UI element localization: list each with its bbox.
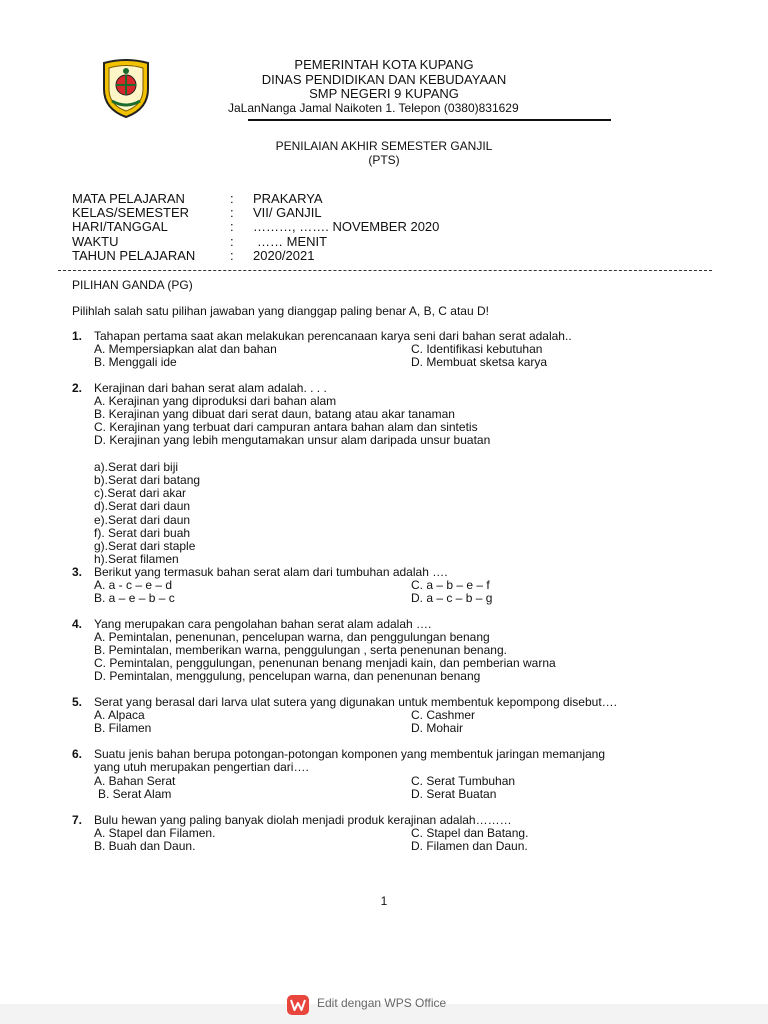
option-a: A. Bahan Serat: [94, 774, 176, 788]
question-text: Tahapan pertama saat akan melakukan perencanaan karya seni dari bahan serat adalah..: [94, 329, 572, 343]
option-b: B. Menggali ide: [94, 355, 177, 369]
option-b: B. Kerajinan yang dibuat dari serat daun, batang atau akar tanaman: [94, 407, 455, 421]
info-label: HARI/TANGGAL: [72, 219, 168, 234]
option-a: A. Pemintalan, penenunan, pencelupan warna, dan penggulungan benang: [94, 630, 490, 644]
question-number: 4.: [72, 617, 83, 631]
wps-logo-icon: [287, 995, 309, 1015]
list-item: e).Serat dari daun: [94, 513, 191, 527]
info-value: PRAKARYA: [253, 191, 323, 206]
option-d: D. Filamen dan Daun.: [411, 839, 528, 853]
header-school: SMP NEGERI 9 KUPANG: [309, 86, 459, 101]
option-c: C. a – b – e – f: [411, 578, 490, 592]
exam-subtitle: (PTS): [368, 153, 400, 167]
option-a: A. Mempersiapkan alat dan bahan: [94, 342, 277, 356]
header-rule: [248, 119, 611, 121]
question-text-continued: yang utuh merupakan pengertian dari….: [94, 760, 309, 774]
info-colon: :: [230, 248, 234, 263]
option-d: D. Pemintalan, menggulung, pencelupan warna, dan penenunan benang: [94, 669, 481, 683]
option-d: D. Kerajinan yang lebih mengutamakan unsur alam daripada unsur buatan: [94, 433, 491, 447]
question-number: 6.: [72, 747, 83, 761]
list-item: d).Serat dari daun: [94, 499, 191, 513]
option-c: C. Pemintalan, penggulungan, penenunan benang menjadi kain, dan pemberian warna: [94, 656, 556, 670]
question-text: Serat yang berasal dari larva ulat sutera yang digunakan untuk membentuk kepompong disebut….: [94, 695, 617, 709]
question-text: Bulu hewan yang paling banyak diolah menjadi produk kerajinan adalah………: [94, 813, 512, 827]
question-number: 7.: [72, 813, 83, 827]
option-a: A. a - c – e – d: [94, 578, 173, 592]
list-item: f). Serat dari buah: [94, 526, 191, 540]
option-b: B. Serat Alam: [98, 787, 172, 801]
list-item: h).Serat filamen: [94, 552, 179, 566]
option-d: D. Membuat sketsa karya: [411, 355, 548, 369]
header-address: JaLanNanga Jamal Naikoten 1. Telepon (0380)831629: [228, 101, 519, 115]
info-colon: :: [230, 205, 234, 220]
wps-edit-label[interactable]: Edit dengan WPS Office: [317, 996, 447, 1010]
option-b: B. a – e – b – c: [94, 591, 175, 605]
exam-title: PENILAIAN AKHIR SEMESTER GANJIL: [275, 139, 493, 153]
option-b: B. Buah dan Daun.: [94, 839, 196, 853]
list-item: g).Serat dari staple: [94, 539, 196, 553]
list-item: a).Serat dari biji: [94, 460, 179, 474]
instruction: Pilihlah salah satu pilihan jawaban yang dianggap paling benar A, B, C atau D!: [72, 304, 489, 318]
option-c: C. Cashmer: [411, 708, 476, 722]
info-label: TAHUN PELAJARAN: [72, 248, 196, 263]
info-colon: :: [230, 234, 234, 249]
header-department: DINAS PENDIDIKAN DAN KEBUDAYAAN: [261, 72, 507, 87]
header-government: PEMERINTAH KOTA KUPANG: [294, 57, 474, 72]
info-label: WAKTU: [72, 234, 119, 249]
info-value: VII/ GANJIL: [253, 205, 322, 220]
info-label: KELAS/SEMESTER: [72, 205, 190, 220]
info-colon: :: [230, 191, 234, 206]
option-c: C. Serat Tumbuhan: [411, 774, 516, 788]
question-number: 2.: [72, 381, 83, 395]
option-a: A. Alpaca: [94, 708, 145, 722]
info-label: MATA PELAJARAN: [72, 191, 185, 206]
option-d: D. a – c – b – g: [411, 591, 493, 605]
question-number: 5.: [72, 695, 83, 709]
option-d: D. Serat Buatan: [411, 787, 497, 801]
question-text: Berikut yang termasuk bahan serat alam dari tumbuhan adalah ….: [94, 565, 448, 579]
question-number: 3.: [72, 565, 83, 579]
info-value: ………, ……. NOVEMBER 2020: [253, 219, 440, 234]
question-text: Kerajinan dari bahan serat alam adalah. . . .: [94, 381, 327, 395]
question-number: 1.: [72, 329, 83, 343]
page-number: 1: [380, 894, 388, 908]
option-c: C. Identifikasi kebutuhan: [411, 342, 543, 356]
info-value: …… MENIT: [257, 234, 328, 249]
info-value: 2020/2021: [253, 248, 315, 263]
option-a: A. Stapel dan Filamen.: [94, 826, 216, 840]
info-colon: :: [230, 219, 234, 234]
question-text: Suatu jenis bahan berupa potongan-potongan komponen yang membentuk jaringan memanjang: [94, 747, 606, 761]
option-b: B. Pemintalan, memberikan warna, penggulungan , serta penenunan benang.: [94, 643, 507, 657]
option-c: C. Stapel dan Batang.: [411, 826, 529, 840]
list-item: b).Serat dari batang: [94, 473, 201, 487]
option-a: A. Kerajinan yang diproduksi dari bahan alam: [94, 394, 337, 408]
list-item: c).Serat dari akar: [94, 486, 187, 500]
option-d: D. Mohair: [411, 721, 464, 735]
question-text: Yang merupakan cara pengolahan bahan serat alam adalah ….: [94, 617, 432, 631]
option-c: C. Kerajinan yang terbuat dari campuran antara bahan alam dan sintetis: [94, 420, 478, 434]
dashed-divider: [58, 270, 712, 271]
wps-footer[interactable]: [0, 996, 768, 1024]
section-title: PILIHAN GANDA (PG): [72, 278, 193, 292]
option-b: B. Filamen: [94, 721, 152, 735]
